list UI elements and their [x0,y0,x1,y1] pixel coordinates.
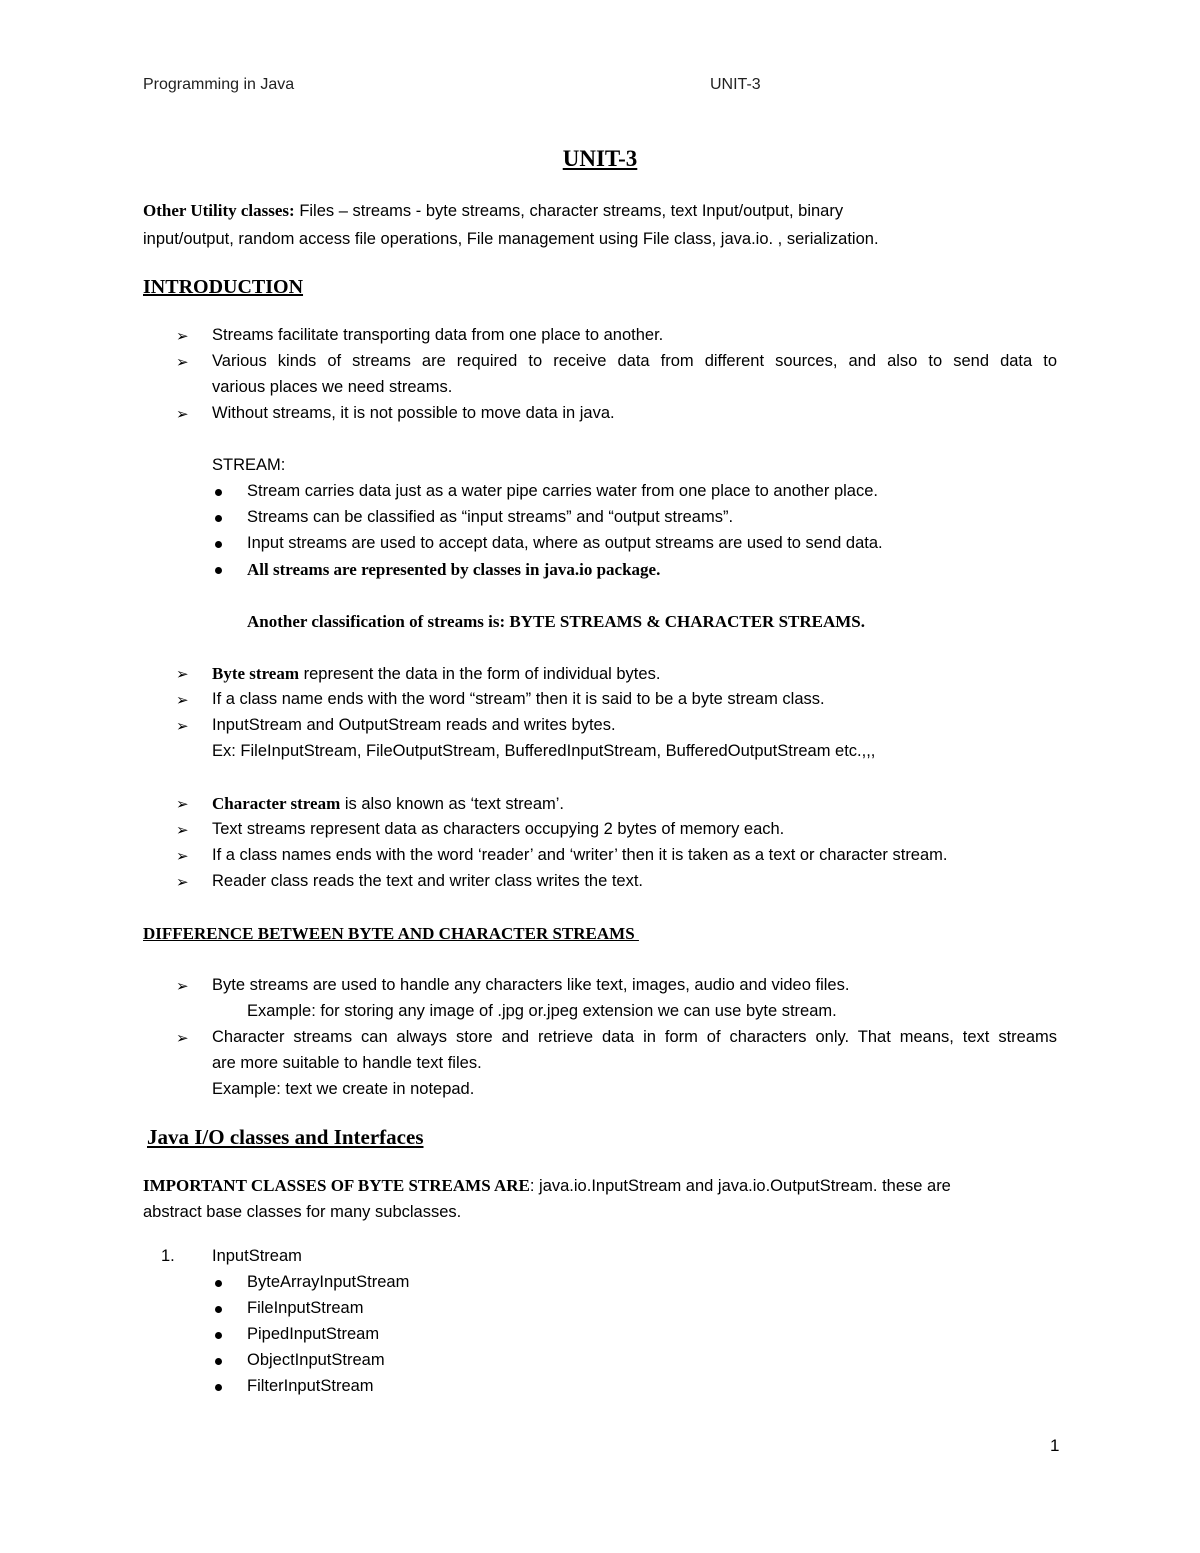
bullet-icon [215,515,222,522]
utility-line-2: input/output, random access file operations, File management using File class, java.io. , serialization. [143,230,879,248]
important-classes-bold: IMPORTANT CLASSES OF BYTE STREAMS ARE [143,1176,530,1195]
difference-item-2-cont: are more suitable to handle text files. [212,1054,482,1072]
bullet-icon [215,567,222,574]
introduction-heading: INTRODUCTION [143,276,304,298]
byte-stream-example: Ex: FileInputStream, FileOutputStream, BufferedInputStream, BufferedOutputStream etc.,,, [212,742,876,760]
bullet-icon [215,541,222,548]
subclass-item-4: ObjectInputStream [247,1351,385,1369]
difference-example-2: Example: text we create in notepad. [212,1080,475,1098]
stream-bullet-1: Stream carries data just as a water pipe carries water from one place to another place. [247,482,878,500]
arrow-bullet-icon: ➢ [176,328,189,345]
byte-stream-item-2: If a class name ends with the word “stream” then it is said to be a byte stream class. [212,690,825,708]
intro-item-2-cont: various places we need streams. [212,378,453,396]
arrow-bullet-icon: ➢ [176,666,189,683]
page-title: UNIT-3 [562,146,638,171]
subclass-item-3: PipedInputStream [247,1325,380,1343]
arrow-bullet-icon: ➢ [176,874,189,891]
character-stream-rest: is also known as ‘text stream’. [340,795,564,813]
subclass-item-1: ByteArrayInputStream [247,1273,410,1291]
utility-label: Other Utility classes: [143,201,295,220]
header-right: UNIT-3 [710,76,761,93]
subclass-item-2: FileInputStream [247,1299,364,1317]
difference-item-2: Character streams can always store and retrieve data in form of characters only. That means, text streams [212,1028,1057,1046]
utility-line-1 [143,201,843,221]
bullet-icon [215,489,222,496]
arrow-bullet-icon: ➢ [176,718,189,735]
arrow-bullet-icon: ➢ [176,822,189,839]
arrow-bullet-icon: ➢ [176,354,189,371]
list-title: InputStream [212,1247,302,1265]
bullet-icon [215,1332,222,1339]
difference-example-1: Example: for storing any image of .jpg or.jpeg extension we can use byte stream. [247,1002,837,1020]
character-stream-item-3: If a class names ends with the word ‘reader’ and ‘writer’ then it is taken as a text or character stream. [212,846,948,864]
list-number: 1. [161,1247,175,1265]
arrow-bullet-icon: ➢ [176,848,189,865]
important-classes-rest: : java.io.InputStream and java.io.OutputStream. these are [529,1177,951,1195]
intro-item-2: Various kinds of streams are required to receive data from different sources, and also to send data to [212,352,1057,370]
utility-text-1: Files – streams - byte streams, character streams, text Input/output, binary [299,202,844,220]
stream-bullet-4: All streams are represented by classes in java.io package. [247,560,661,579]
intro-item-1: Streams facilitate transporting data from one place to another. [212,326,664,344]
character-stream-item [212,794,564,814]
stream-bullet-3: Input streams are used to accept data, where as output streams are used to send data. [247,534,883,552]
byte-stream-bold: Byte stream [212,664,300,683]
character-stream-item-4: Reader class reads the text and writer class writes the text. [212,872,644,890]
header-left: Programming in Java [143,76,295,93]
intro-item-3: Without streams, it is not possible to move data in java. [212,404,615,422]
arrow-bullet-icon: ➢ [176,978,189,995]
arrow-bullet-icon: ➢ [176,796,189,813]
bullet-icon [215,1358,222,1365]
subclass-item-5: FilterInputStream [247,1377,374,1395]
bullet-icon [215,1384,222,1391]
byte-stream-rest: represent the data in the form of individual bytes. [299,665,661,683]
byte-stream-item [212,664,660,684]
bullet-icon [215,1306,222,1313]
character-stream-bold: Character stream [212,794,341,813]
page-number: 1 [1050,1436,1060,1455]
arrow-bullet-icon: ➢ [176,1030,189,1047]
byte-stream-item-3: InputStream and OutputStream reads and writes bytes. [212,716,616,734]
arrow-bullet-icon: ➢ [176,406,189,423]
difference-item-1: Byte streams are used to handle any characters like text, images, audio and video files. [212,976,850,994]
bullet-icon [215,1280,222,1287]
stream-label: STREAM: [212,456,286,474]
classification-note: Another classification of streams is: BYTE STREAMS & CHARACTER STREAMS. [247,612,866,631]
important-classes-line-1 [143,1176,951,1196]
difference-heading: DIFFERENCE BETWEEN BYTE AND CHARACTER STREAMS [143,924,639,943]
java-io-heading: Java I/O classes and Interfaces [147,1125,424,1149]
character-stream-item-2: Text streams represent data as characters occupying 2 bytes of memory each. [212,820,785,838]
stream-bullet-2: Streams can be classified as “input streams” and “output streams”. [247,508,734,526]
arrow-bullet-icon: ➢ [176,692,189,709]
important-classes-line-2: abstract base classes for many subclasses. [143,1203,462,1221]
